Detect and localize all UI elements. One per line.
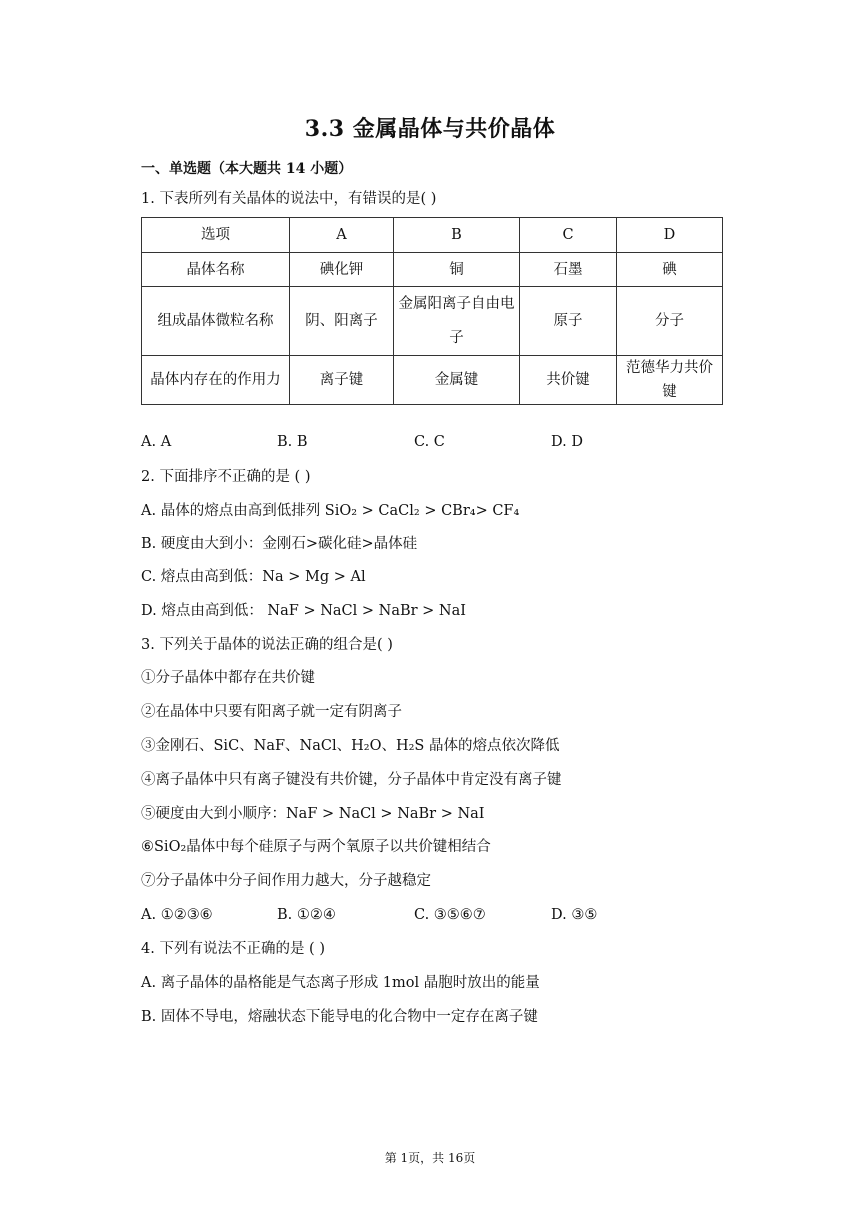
- question-2-option-d: D. 熔点由高到低： NaF > NaCl > NaBr > NaI: [141, 603, 466, 619]
- table-cell: 碘化钾: [290, 253, 394, 287]
- table-cell: 阴、阳离子: [290, 287, 394, 356]
- table-row: [142, 218, 723, 253]
- table-cell: 原子: [520, 287, 617, 356]
- question-3-item: ④离子晶体中只有离子键没有共价键，分子晶体中肯定没有离子键: [141, 772, 562, 788]
- question-3-option-d: D. ③⑤: [551, 907, 598, 923]
- table-cell: C: [520, 218, 617, 253]
- table-cell: 范德华力共价键: [617, 356, 723, 405]
- question-1-option-c: C. C: [414, 434, 445, 450]
- question-3-item: ⑤硬度由大到小顺序：NaF > NaCl > NaBr > NaI: [141, 806, 485, 822]
- question-2-stem: 2. 下面排序不正确的是 ( ): [141, 469, 311, 485]
- question-3-item: ①分子晶体中都存在共价键: [141, 670, 315, 686]
- question-1-option-a: A. A: [141, 434, 172, 450]
- table-cell: 共价键: [520, 356, 617, 405]
- question-3-option-a: A. ①②③⑥: [141, 907, 213, 923]
- table-cell: 晶体内存在的作用力: [142, 356, 290, 405]
- table-row: [142, 356, 723, 405]
- question-4-option-a: A. 离子晶体的晶格能是气态离子形成 1mol 晶胞时放出的能量: [141, 975, 540, 991]
- question-1-option-d: D. D: [551, 434, 583, 450]
- question-1-table: [141, 217, 723, 405]
- table-row: [142, 287, 723, 356]
- table-cell: A: [290, 218, 394, 253]
- page-footer: 第 1页，共 16页: [384, 1151, 476, 1165]
- question-3-item: ⑦分子晶体中分子间作用力越大，分子越稳定: [141, 873, 431, 889]
- table-cell: 选项: [142, 218, 290, 253]
- question-4-option-b: B. 固体不导电，熔融状态下能导电的化合物中一定存在离子键: [141, 1009, 538, 1025]
- table-cell: 分子: [617, 287, 723, 356]
- question-2-option-a: A. 晶体的熔点由高到低排列 SiO₂ > CaCl₂ > CBr₄> CF₄: [141, 503, 520, 519]
- table-cell: B: [394, 218, 520, 253]
- question-1-option-b: B. B: [277, 434, 308, 450]
- page-title: 3.3 金属晶体与共价晶体: [304, 116, 556, 142]
- question-3-stem: 3. 下列关于晶体的说法正确的组合是( ): [141, 637, 393, 653]
- table-cell: 碘: [617, 253, 723, 287]
- question-3-item: ③金刚石、SiC、NaF、NaCl、H₂O、H₂S 晶体的熔点依次降低: [141, 738, 560, 754]
- table-cell: 组成晶体微粒名称: [142, 287, 290, 356]
- question-3-item: ②在晶体中只要有阳离子就一定有阴离子: [141, 704, 402, 720]
- table-cell: D: [617, 218, 723, 253]
- table-cell: 金属阳离子自由电子: [394, 287, 520, 356]
- question-3-item: ⑥SiO₂晶体中每个硅原子与两个氧原子以共价键相结合: [141, 839, 491, 855]
- table-cell: 离子键: [290, 356, 394, 405]
- question-1-stem: 1. 下表所列有关晶体的说法中，有错误的是( ): [141, 191, 437, 207]
- question-2-option-c: C. 熔点由高到低：Na > Mg > Al: [141, 569, 366, 585]
- question-3-option-b: B. ①②④: [277, 907, 336, 923]
- table-cell: 晶体名称: [142, 253, 290, 287]
- section-heading: 一、单选题（本大题共 14 小题）: [141, 161, 353, 177]
- table-row: [142, 253, 723, 287]
- table-cell: 石墨: [520, 253, 617, 287]
- table-cell: 铜: [394, 253, 520, 287]
- question-3-option-c: C. ③⑤⑥⑦: [414, 907, 486, 923]
- question-4-stem: 4. 下列有说法不正确的是 ( ): [141, 941, 325, 957]
- question-2-option-b: B. 硬度由大到小：金刚石>碳化硅>晶体硅: [141, 536, 418, 552]
- table-cell: 金属键: [394, 356, 520, 405]
